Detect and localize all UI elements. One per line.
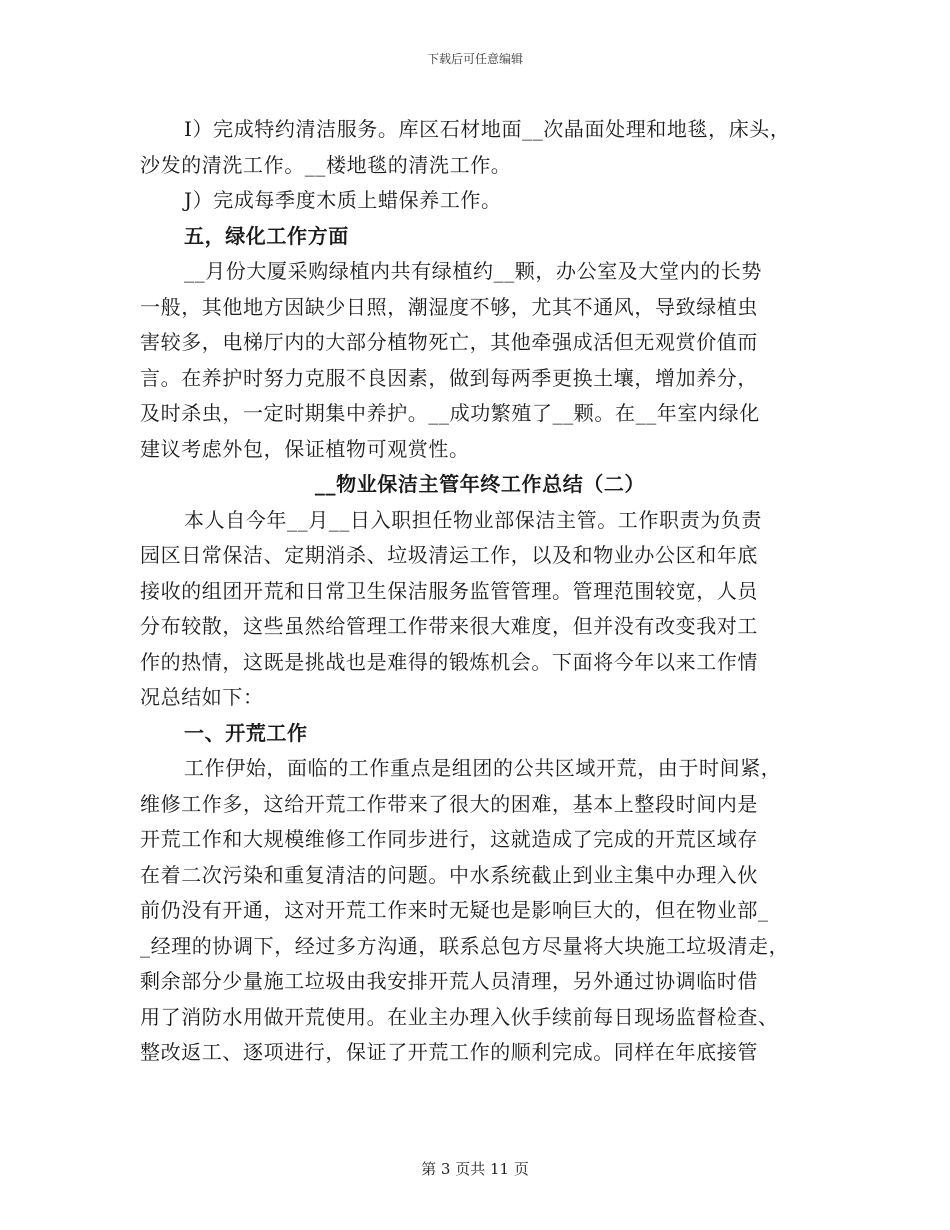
paragraph-line: 况总结如下： — [140, 685, 264, 709]
paragraph-line: 前仍没有开通，这对开荒工作来时无疑也是影响巨大的，但在物业部_ — [140, 898, 769, 922]
document-body — [140, 112, 820, 1071]
section-heading: 一、开荒工作 — [184, 720, 308, 745]
paragraph-line: 整改返工、逐项进行，保证了开荒工作的顺利完成。同样在年底接管 — [140, 1040, 758, 1064]
paragraph-line: 沙发的清洗工作。__楼地毯的清洗工作。 — [140, 152, 512, 177]
paragraph-line: 开荒工作和大规模维修工作同步进行，这就造成了完成的开荒区域存 — [140, 827, 758, 851]
paragraph-line: J）完成每季度木质上蜡保养工作。 — [184, 188, 502, 212]
paragraph-line: 接收的组团开荒和日常卫生保洁服务监管管理。管理范围较宽，人员 — [140, 578, 758, 603]
paragraph-line: 及时杀虫，一定时期集中养护。__成功繁殖了__颗。在__年室内绿化 — [140, 401, 760, 425]
paragraph-line: I）完成特约清洁服务。库区石材地面__次晶面处理和地毯，床头， — [184, 117, 791, 141]
paragraph-line: 建议考虑外包，保证植物可观赏性。 — [140, 436, 470, 461]
page-header: 下载后可任意编辑 — [426, 52, 523, 66]
paragraph-line: __月份大厦采购绿植内共有绿植约__颗，办公室及大堂内的长势 — [184, 259, 762, 283]
paragraph-line: 作的热情，这既是挑战也是难得的锻炼机会。下面将今年以来工作情 — [140, 649, 758, 674]
paragraph-line: 用了消防水用做开荒使用。在业主办理入伙手续前每日现场监督检查、 — [140, 1004, 779, 1029]
paragraph-line: 本人自今年__月__日入职担任物业部保洁主管。工作职责为负责 — [184, 507, 762, 532]
paragraph-line: 工作伊始，面临的工作重点是组团的公共区域开荒，由于时间紧， — [184, 756, 782, 780]
section-heading: 五，绿化工作方面 — [184, 223, 349, 248]
paragraph-line: 言。在养护时努力克服不良因素，做到每两季更换土壤，增加养分， — [140, 365, 758, 390]
document-title: __物业保洁主管年终工作总结（二） — [314, 472, 646, 496]
paragraph-line: 害较多，电梯厅内的大部分植物死亡，其他牵强成活但无观赏价值而 — [140, 330, 758, 354]
page-footer: 第 3 页共 11 页 — [421, 1160, 529, 1178]
paragraph-line: 维修工作多，这给开荒工作带来了很大的困难，基本上整段时间内是 — [140, 791, 758, 816]
paragraph-line: 园区日常保洁、定期消杀、垃圾清运工作，以及和物业办公区和年底 — [140, 543, 758, 567]
paragraph-line: _经理的协调下，经过多方沟通，联系总包方尽量将大块施工垃圾清走， — [140, 933, 790, 958]
paragraph-line: 在着二次污染和重复清洁的问题。中水系统截止到业主集中办理入伙 — [140, 862, 758, 887]
paragraph-line: 分布较散，这些虽然给管理工作带来很大难度，但并没有改变我对工 — [140, 614, 758, 638]
paragraph-line: 剩余部分少量施工垃圾由我安排开荒人员清理，另外通过协调临时借 — [140, 969, 758, 993]
paragraph-line: 一般，其他地方因缺少日照，潮湿度不够，尤其不通风，导致绿植虫 — [140, 294, 758, 319]
